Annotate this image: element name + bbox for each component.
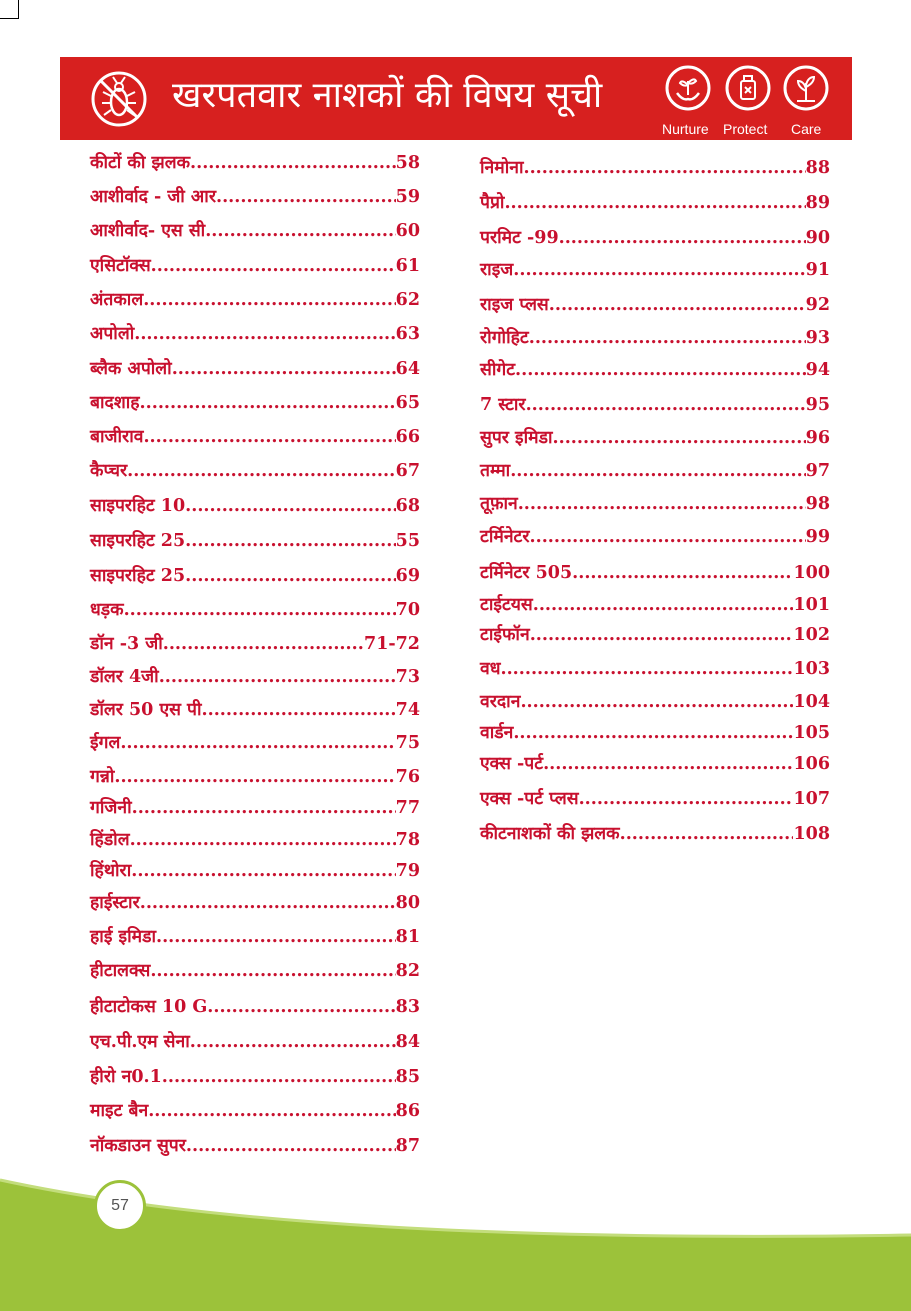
toc-entry-line xyxy=(90,458,420,484)
bottle-icon xyxy=(725,65,771,111)
toc-entry-page: 107 xyxy=(793,789,830,809)
dot-leader xyxy=(120,730,395,756)
toc-entry-line xyxy=(480,357,830,383)
toc-entry-line xyxy=(480,560,830,586)
toc-entry-line xyxy=(90,631,420,657)
toc-entry xyxy=(90,287,420,313)
dot-leader xyxy=(559,225,806,251)
toc-entry-page: 86 xyxy=(395,1101,420,1121)
toc-entry-title: कीटों की झलक xyxy=(90,153,191,173)
toc-entry xyxy=(480,720,830,746)
toc-entry-title: धड़क xyxy=(90,600,124,620)
toc-entry-title: डॉलर 50 एस पी xyxy=(90,700,202,720)
toc-entry-line xyxy=(90,287,420,313)
toc-entry-page: 103 xyxy=(793,659,830,679)
dot-leader xyxy=(143,287,395,313)
toc-entry-page: 94 xyxy=(805,360,830,380)
dot-leader xyxy=(202,697,396,723)
toc-entry-title: सुपर इमिडा xyxy=(480,428,553,448)
toc-entry-line xyxy=(90,597,420,623)
toc-entry xyxy=(90,597,420,623)
dot-leader xyxy=(526,392,806,418)
page-title: खरपतवार नाशकों की विषय सूची xyxy=(172,75,603,116)
dot-leader xyxy=(579,786,794,812)
toc-entry-page: 65 xyxy=(395,393,420,413)
toc-entry-page: 97 xyxy=(805,461,830,481)
toc-entry xyxy=(90,631,420,657)
dot-leader xyxy=(515,357,806,383)
toc-entry-line xyxy=(90,356,420,382)
toc-entry-page: 106 xyxy=(793,754,830,774)
toc-entry-title: अंतकाल xyxy=(90,290,144,310)
toc-entry-title: ईगल xyxy=(90,733,121,753)
toc-entry-title: आशीर्वाद- एस सी xyxy=(90,221,206,241)
dot-leader xyxy=(533,592,794,618)
toc-entry-title: बाजीराव xyxy=(90,427,144,447)
toc-entry-line xyxy=(480,292,830,318)
toc-entry-line xyxy=(90,1098,420,1124)
toc-entry-title: हीरो न0.1 xyxy=(90,1067,162,1087)
toc-entry xyxy=(90,795,420,821)
toc-entry-line xyxy=(90,958,420,984)
footer-wave xyxy=(0,1160,911,1311)
crop-mark xyxy=(0,0,19,19)
dot-leader xyxy=(140,390,396,416)
toc-entry-line xyxy=(480,821,830,847)
toc-entry-page: 104 xyxy=(793,692,830,712)
toc-entry-page: 82 xyxy=(395,961,420,981)
dot-leader xyxy=(159,664,396,690)
toc-entry-line xyxy=(90,795,420,821)
toc-entry xyxy=(90,1029,420,1055)
toc-entry xyxy=(480,689,830,715)
toc-entry-title: आशीर्वाद - जी आर xyxy=(90,187,216,207)
badge-label-nurture: Nurture xyxy=(662,121,709,137)
toc-entry-line xyxy=(90,493,420,519)
toc-entry-page: 91 xyxy=(805,260,830,280)
dot-leader xyxy=(543,751,793,777)
toc-entry xyxy=(480,155,830,181)
toc-entry-line xyxy=(90,390,420,416)
dot-leader xyxy=(185,493,395,519)
toc-entry xyxy=(90,356,420,382)
toc-entry xyxy=(90,458,420,484)
dot-leader xyxy=(127,458,396,484)
toc-entry xyxy=(90,424,420,450)
toc-entry-title: राइज xyxy=(480,260,514,280)
dot-leader xyxy=(207,994,395,1020)
toc-entry-title: डॉलर 4जी xyxy=(90,667,159,687)
toc-entry xyxy=(480,392,830,418)
toc-entry-title: गजिनी xyxy=(90,798,132,818)
toc-entry-title: हिंथोरा xyxy=(90,861,132,881)
toc-entry-line xyxy=(90,424,420,450)
toc-entry-page: 95 xyxy=(805,395,830,415)
toc-entry-title: माइट बैन xyxy=(90,1101,149,1121)
toc-entry-line xyxy=(90,1029,420,1055)
toc-entry-title: परमिट -99 xyxy=(480,228,559,248)
toc-entry-page: 98 xyxy=(805,494,830,514)
page-number: 57 xyxy=(94,1180,146,1232)
dot-leader xyxy=(151,253,396,279)
toc-entry-page: 81 xyxy=(395,927,420,947)
toc-entry-line xyxy=(480,425,830,451)
dot-leader xyxy=(162,1064,396,1090)
dot-leader xyxy=(504,190,805,216)
toc-entry xyxy=(480,292,830,318)
toc-entry xyxy=(90,1064,420,1090)
toc-entry xyxy=(90,390,420,416)
dot-leader xyxy=(172,356,396,382)
toc-entry-title: हीटाटोकस 10 G xyxy=(90,997,208,1017)
toc-entry xyxy=(480,751,830,777)
toc-entry-page: 83 xyxy=(395,997,420,1017)
toc-entry-page: 80 xyxy=(395,893,420,913)
toc-entry-line xyxy=(480,592,830,618)
badge-label-protect: Protect xyxy=(723,121,768,137)
toc-entry xyxy=(480,821,830,847)
toc-entry-line xyxy=(480,689,830,715)
toc-entry-title: निमोना xyxy=(480,158,524,178)
toc-entry xyxy=(90,528,420,554)
toc-entry-line xyxy=(480,524,830,550)
toc-entry xyxy=(90,1133,420,1159)
toc-entry-page: 88 xyxy=(805,158,830,178)
toc-entry-line xyxy=(480,720,830,746)
hands-sprout-icon xyxy=(665,65,711,111)
toc-entry-title: टाईटयस xyxy=(480,595,533,615)
toc-entry xyxy=(480,786,830,812)
dot-leader xyxy=(134,321,395,347)
dot-leader xyxy=(513,257,805,283)
dot-leader xyxy=(216,184,396,210)
toc-entry xyxy=(480,257,830,283)
toc-entry-title: साइपरहिट 25 xyxy=(90,531,186,551)
toc-entry xyxy=(480,357,830,383)
dot-leader xyxy=(513,720,793,746)
toc-entry-title: टाईफॉन xyxy=(480,625,530,645)
dot-leader xyxy=(518,491,806,517)
toc-entry-line xyxy=(90,697,420,723)
toc-entry xyxy=(90,994,420,1020)
toc-entry-page: 64 xyxy=(395,359,420,379)
toc-entry-page: 66 xyxy=(395,427,420,447)
toc-entry-page: 75 xyxy=(395,733,420,753)
toc-entry-page: 55 xyxy=(395,531,420,551)
toc-entry-line xyxy=(480,257,830,283)
toc-entry-title: वार्डन xyxy=(480,723,514,743)
toc-entry-page: 100 xyxy=(793,563,830,583)
toc-entry-line xyxy=(480,622,830,648)
toc-entry-line xyxy=(480,325,830,351)
toc-entry-page: 87 xyxy=(395,1136,420,1156)
toc-entry-page: 77 xyxy=(395,798,420,818)
toc-entry-title: अपोलो xyxy=(90,324,135,344)
toc-entry-line xyxy=(90,730,420,756)
toc-entry-page: 102 xyxy=(793,625,830,645)
dot-leader xyxy=(124,597,396,623)
toc-entry-page: 76 xyxy=(395,767,420,787)
toc-entry-line xyxy=(90,827,420,853)
toc-entry-title: हाई इमिडा xyxy=(90,927,156,947)
toc-entry-title: एक्स -पर्ट xyxy=(480,754,544,774)
toc-entry-title: नॉकडाउन सुपर xyxy=(90,1136,186,1156)
toc-entry-page: 90 xyxy=(805,228,830,248)
toc-entry-line xyxy=(90,563,420,589)
toc-entry-line xyxy=(90,858,420,884)
dot-leader xyxy=(143,424,395,450)
dot-leader xyxy=(185,563,395,589)
dot-leader xyxy=(520,689,793,715)
toc-entry xyxy=(480,458,830,484)
dot-leader xyxy=(140,890,396,916)
dot-leader xyxy=(549,292,806,318)
toc-entry-title: हाईस्टार xyxy=(90,893,140,913)
toc-entry-title: एसिटॉक्स xyxy=(90,256,151,276)
toc-entry-line xyxy=(480,225,830,251)
toc-entry-line xyxy=(480,751,830,777)
dot-leader xyxy=(530,524,806,550)
dot-leader xyxy=(205,218,395,244)
dot-leader xyxy=(524,155,806,181)
toc-entry xyxy=(90,827,420,853)
toc-entry-title: एच.पी.एम सेना xyxy=(90,1032,190,1052)
toc-entry-page: 84 xyxy=(395,1032,420,1052)
toc-entry-page: 62 xyxy=(395,290,420,310)
toc-entry-title: हिंडोल xyxy=(90,830,130,850)
toc-entry xyxy=(480,656,830,682)
dot-leader xyxy=(150,958,395,984)
toc-entry xyxy=(90,321,420,347)
toc-entry xyxy=(480,325,830,351)
toc-entry-page: 70 xyxy=(395,600,420,620)
toc-entry-title: साइपरहिट 10 xyxy=(90,496,186,516)
toc-entry-page: 60 xyxy=(395,221,420,241)
toc-entry-line xyxy=(480,155,830,181)
toc-entry-title: टर्मिनेटर 505 xyxy=(480,563,573,583)
toc-entry-page: 108 xyxy=(793,824,830,844)
dot-leader xyxy=(510,458,805,484)
toc-entry xyxy=(480,425,830,451)
toc-entry-page: 58 xyxy=(395,153,420,173)
toc-entry-line xyxy=(90,1064,420,1090)
toc-entry xyxy=(90,730,420,756)
toc-entry xyxy=(480,560,830,586)
toc-entry xyxy=(90,697,420,723)
toc-entry-page: 67 xyxy=(395,461,420,481)
dot-leader xyxy=(132,795,396,821)
toc-entry xyxy=(90,890,420,916)
toc-entry-title: बादशाह xyxy=(90,393,140,413)
toc-entry-page: 63 xyxy=(395,324,420,344)
toc-entry-title: 7 स्टार xyxy=(480,395,526,415)
toc-entry-page: 61 xyxy=(395,256,420,276)
toc-entry xyxy=(90,184,420,210)
toc-entry xyxy=(90,563,420,589)
dot-leader xyxy=(190,150,396,176)
dot-leader xyxy=(530,622,794,648)
toc-entry xyxy=(480,622,830,648)
dot-leader xyxy=(620,821,794,847)
toc-entry-line xyxy=(480,491,830,517)
dot-leader xyxy=(529,325,806,351)
toc-entry-title: साइपरहिट 25 xyxy=(90,566,186,586)
toc-entry-page: 101 xyxy=(793,595,830,615)
toc-entry-line xyxy=(480,190,830,216)
toc-entry-line xyxy=(90,150,420,176)
toc-entry-title: रोगोहिट xyxy=(480,328,529,348)
dot-leader xyxy=(163,631,364,657)
dot-leader xyxy=(156,924,396,950)
toc-entry-line xyxy=(480,786,830,812)
dot-leader xyxy=(501,656,794,682)
plant-icon xyxy=(783,65,829,111)
dot-leader xyxy=(148,1098,395,1124)
toc-entry-title: गन्नो xyxy=(90,767,115,787)
toc-entry-line xyxy=(90,924,420,950)
toc-entry-line xyxy=(90,253,420,279)
dot-leader xyxy=(186,1133,396,1159)
toc-entry-title: कैप्चर xyxy=(90,461,128,481)
toc-entry-title: टर्मिनेटर xyxy=(480,527,530,547)
toc-entry-line xyxy=(90,764,420,790)
toc-entry-line xyxy=(90,528,420,554)
toc-entry xyxy=(90,924,420,950)
toc-entry-page: 93 xyxy=(805,328,830,348)
toc-entry-page: 89 xyxy=(805,193,830,213)
toc-entry xyxy=(480,491,830,517)
toc-entry-title: डॉन -3 जी xyxy=(90,634,163,654)
toc-entry-title: एक्स -पर्ट प्लस xyxy=(480,789,579,809)
toc-entry-page: 68 xyxy=(395,496,420,516)
toc-entry xyxy=(90,664,420,690)
toc-entry xyxy=(480,524,830,550)
no-pest-icon xyxy=(90,70,148,128)
toc-entry-page: 96 xyxy=(805,428,830,448)
toc-entry-line xyxy=(90,218,420,244)
toc-entry-title: वरदान xyxy=(480,692,521,712)
toc-entry xyxy=(90,858,420,884)
toc-entry xyxy=(480,190,830,216)
dot-leader xyxy=(572,560,793,586)
toc-entry-line xyxy=(90,184,420,210)
toc-entry xyxy=(90,958,420,984)
toc-entry-title: पैप्रो xyxy=(480,193,505,213)
toc-entry-title: हीटालक्स xyxy=(90,961,151,981)
dot-leader xyxy=(130,827,396,853)
toc-entry xyxy=(90,253,420,279)
toc-entry-line xyxy=(480,656,830,682)
toc-entry-page: 78 xyxy=(395,830,420,850)
toc-entry-page: 105 xyxy=(793,723,830,743)
dot-leader xyxy=(553,425,806,451)
toc-entry-page: 92 xyxy=(805,295,830,315)
toc-entry-page: 71-72 xyxy=(364,634,420,654)
toc-entry-title: कीटनाशकों की झलक xyxy=(480,824,620,844)
toc-entry xyxy=(90,764,420,790)
toc-entry xyxy=(90,493,420,519)
toc-entry xyxy=(90,150,420,176)
dot-leader xyxy=(131,858,395,884)
toc-entry-page: 74 xyxy=(395,700,420,720)
toc-entry-page: 69 xyxy=(395,566,420,586)
toc-entry-line xyxy=(90,664,420,690)
toc-entry-title: तम्मा xyxy=(480,461,511,481)
toc-entry xyxy=(90,1098,420,1124)
toc-entry-line xyxy=(90,994,420,1020)
toc-entry-title: तूफ़ान xyxy=(480,494,518,514)
toc-entry-title: सीगेट xyxy=(480,360,516,380)
toc-entry-line xyxy=(90,890,420,916)
header-banner xyxy=(60,57,852,140)
toc-entry-line xyxy=(480,458,830,484)
toc-entry-title: ब्लैक अपोलो xyxy=(90,359,172,379)
toc-entry-page: 73 xyxy=(395,667,420,687)
toc-entry xyxy=(90,218,420,244)
dot-leader xyxy=(114,764,395,790)
toc-entry-title: राइज प्लस xyxy=(480,295,549,315)
badge-label-care: Care xyxy=(791,121,822,137)
toc-entry-line xyxy=(480,392,830,418)
toc-entry-title: वध xyxy=(480,659,501,679)
toc-entry-line xyxy=(90,321,420,347)
toc-entry-page: 59 xyxy=(395,187,420,207)
toc-entry-line xyxy=(90,1133,420,1159)
dot-leader xyxy=(185,528,395,554)
toc-entry xyxy=(480,592,830,618)
brand-badges xyxy=(663,65,843,137)
dot-leader xyxy=(190,1029,396,1055)
toc-entry-page: 79 xyxy=(395,861,420,881)
toc-entry-page: 99 xyxy=(805,527,830,547)
toc-entry xyxy=(480,225,830,251)
toc-entry-page: 85 xyxy=(395,1067,420,1087)
